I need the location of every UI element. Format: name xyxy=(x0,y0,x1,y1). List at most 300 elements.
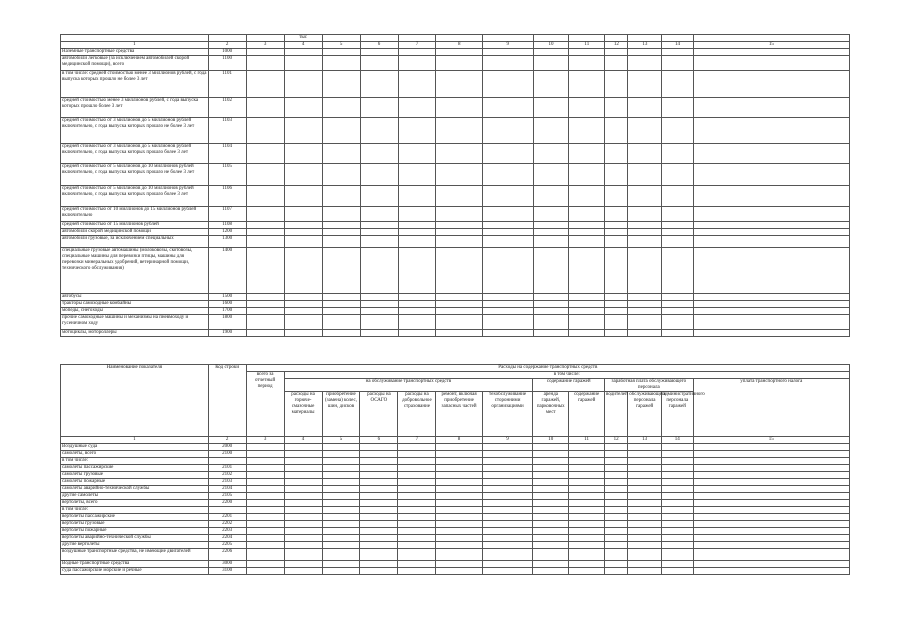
column-number: 6 xyxy=(360,437,398,444)
header-cell xyxy=(246,35,284,42)
data-cell xyxy=(693,186,849,207)
data-cell xyxy=(398,229,436,236)
data-cell xyxy=(322,561,360,568)
data-cell xyxy=(533,118,569,144)
data-cell xyxy=(533,568,569,575)
data-cell xyxy=(569,294,605,301)
data-cell xyxy=(661,514,693,521)
data-cell xyxy=(628,472,662,479)
data-cell xyxy=(246,542,284,549)
header-total: всего за отчетный период xyxy=(246,372,284,437)
data-cell xyxy=(398,507,436,514)
row-name: самолеты, всего xyxy=(61,451,209,458)
data-cell xyxy=(398,535,436,542)
data-cell xyxy=(398,71,436,98)
data-cell xyxy=(436,294,482,301)
data-cell xyxy=(605,315,628,330)
row-code: 2202 xyxy=(208,521,246,528)
data-cell xyxy=(628,229,662,236)
data-cell xyxy=(482,301,533,308)
data-cell xyxy=(661,507,693,514)
data-cell xyxy=(360,330,398,337)
column-number: 5 xyxy=(322,42,360,49)
data-cell xyxy=(482,451,533,458)
data-cell xyxy=(605,330,628,337)
row-code: 1101 xyxy=(208,71,246,98)
data-cell xyxy=(482,549,533,561)
data-cell xyxy=(662,207,694,222)
data-cell xyxy=(628,507,662,514)
data-cell xyxy=(569,549,605,561)
data-cell xyxy=(322,98,360,118)
data-cell xyxy=(605,528,628,535)
data-cell xyxy=(693,451,849,458)
data-cell xyxy=(482,444,533,451)
row-name: прочие самоходные машины и механизмы на пневмоходу и гусеничном ходу xyxy=(61,315,209,330)
data-cell xyxy=(436,472,482,479)
data-cell xyxy=(605,444,628,451)
data-cell xyxy=(436,500,482,507)
data-cell xyxy=(322,308,360,315)
data-cell xyxy=(533,521,569,528)
data-cell xyxy=(605,301,628,308)
data-cell xyxy=(482,71,533,98)
data-cell xyxy=(662,222,694,229)
data-cell xyxy=(569,207,605,222)
data-cell xyxy=(246,248,284,294)
data-cell xyxy=(246,500,284,507)
row-code: 2102 xyxy=(208,472,246,479)
data-cell xyxy=(628,118,662,144)
data-cell xyxy=(246,514,284,521)
data-cell xyxy=(482,465,533,472)
data-cell xyxy=(661,458,693,465)
data-cell xyxy=(662,248,694,294)
data-cell xyxy=(569,98,605,118)
data-cell xyxy=(360,507,398,514)
data-cell xyxy=(693,549,849,561)
data-cell xyxy=(628,98,662,118)
data-cell xyxy=(322,472,360,479)
data-cell xyxy=(284,444,322,451)
data-cell xyxy=(246,479,284,486)
data-cell xyxy=(693,479,849,486)
data-cell xyxy=(693,486,849,493)
data-cell xyxy=(246,451,284,458)
data-cell xyxy=(322,229,360,236)
data-cell xyxy=(482,118,533,144)
data-cell xyxy=(284,521,322,528)
data-cell xyxy=(605,507,628,514)
data-cell xyxy=(693,444,849,451)
data-cell xyxy=(533,56,569,71)
data-cell xyxy=(284,164,322,186)
data-cell xyxy=(569,535,605,542)
column-number: 4 xyxy=(284,42,322,49)
data-cell xyxy=(605,465,628,472)
data-cell xyxy=(605,56,628,71)
column-number: 2 xyxy=(208,437,246,444)
data-cell xyxy=(628,144,662,164)
row-name: Водные транспортные средства xyxy=(61,561,209,568)
header-cell xyxy=(662,35,694,42)
data-cell xyxy=(322,535,360,542)
data-cell xyxy=(482,514,533,521)
data-cell xyxy=(246,568,284,575)
data-cell xyxy=(533,144,569,164)
table-row xyxy=(61,444,850,451)
data-cell xyxy=(322,451,360,458)
data-cell xyxy=(628,222,662,229)
data-cell xyxy=(398,118,436,144)
table-row xyxy=(61,549,850,561)
table-row xyxy=(61,164,850,186)
column-number: 13 xyxy=(628,437,662,444)
data-cell xyxy=(436,49,482,56)
data-cell xyxy=(533,465,569,472)
table-row xyxy=(61,451,850,458)
header-sub: ремонт, включая приобретение запасных частей xyxy=(436,392,482,437)
data-cell xyxy=(436,308,482,315)
data-cell xyxy=(605,521,628,528)
data-cell xyxy=(398,568,436,575)
table-row xyxy=(61,528,850,535)
table-row xyxy=(61,507,850,514)
header-name: Наименование показателя xyxy=(61,365,209,437)
data-cell xyxy=(661,444,693,451)
row-code: 1103 xyxy=(208,118,246,144)
data-cell xyxy=(398,500,436,507)
data-cell xyxy=(322,521,360,528)
data-cell xyxy=(436,186,482,207)
data-cell xyxy=(436,98,482,118)
data-cell xyxy=(360,542,398,549)
data-cell xyxy=(628,561,662,568)
data-cell xyxy=(628,444,662,451)
data-cell xyxy=(246,229,284,236)
header-cell xyxy=(61,35,209,42)
data-cell xyxy=(569,514,605,521)
data-cell xyxy=(628,451,662,458)
header-service: на обслуживание транспортных средств xyxy=(284,379,533,392)
data-cell xyxy=(436,236,482,248)
data-cell xyxy=(533,528,569,535)
row-name: средней стоимостью от 15 миллионов рублей xyxy=(61,222,209,229)
data-cell xyxy=(246,535,284,542)
data-cell xyxy=(436,568,482,575)
data-cell xyxy=(360,514,398,521)
data-cell xyxy=(662,49,694,56)
data-cell xyxy=(284,294,322,301)
data-cell xyxy=(360,229,398,236)
data-cell xyxy=(398,186,436,207)
data-cell xyxy=(398,561,436,568)
column-number-row xyxy=(61,42,850,49)
data-cell xyxy=(533,71,569,98)
data-cell xyxy=(628,186,662,207)
data-cell xyxy=(569,568,605,575)
data-cell xyxy=(284,549,322,561)
data-cell xyxy=(661,568,693,575)
data-cell xyxy=(360,451,398,458)
data-cell xyxy=(605,535,628,542)
column-number: 2 xyxy=(208,42,246,49)
data-cell xyxy=(661,472,693,479)
data-cell xyxy=(661,493,693,500)
data-cell xyxy=(360,71,398,98)
data-cell xyxy=(628,49,662,56)
column-number: 13 xyxy=(628,42,662,49)
data-cell xyxy=(436,507,482,514)
header-sub: расходы на ОСАГО xyxy=(360,392,398,437)
table-row xyxy=(61,207,850,222)
data-cell xyxy=(284,472,322,479)
data-cell xyxy=(482,542,533,549)
data-cell xyxy=(482,493,533,500)
row-name: в том числе: xyxy=(61,458,209,465)
data-cell xyxy=(436,315,482,330)
header-sub: обслуживающего персонала гаражей xyxy=(628,392,662,437)
row-code: 2204 xyxy=(208,535,246,542)
table-row xyxy=(61,229,850,236)
data-cell xyxy=(605,542,628,549)
data-cell xyxy=(569,521,605,528)
data-cell xyxy=(284,118,322,144)
data-cell xyxy=(246,144,284,164)
data-cell xyxy=(398,164,436,186)
data-cell xyxy=(436,514,482,521)
row-name: Наземные транспортные средства xyxy=(61,49,209,56)
data-cell xyxy=(322,500,360,507)
data-cell xyxy=(628,549,662,561)
table-row xyxy=(61,486,850,493)
data-cell xyxy=(482,56,533,71)
header-cell: тыс xyxy=(284,35,322,42)
header-sub: расходы на горюче-смазочные материалы xyxy=(284,392,322,437)
data-cell xyxy=(482,222,533,229)
data-cell xyxy=(533,542,569,549)
data-cell xyxy=(569,118,605,144)
data-cell xyxy=(398,521,436,528)
row-code: 1102 xyxy=(208,98,246,118)
table-row xyxy=(61,479,850,486)
data-cell xyxy=(284,71,322,98)
data-cell xyxy=(662,229,694,236)
data-cell xyxy=(246,549,284,561)
data-cell xyxy=(693,315,849,330)
row-code: 2205 xyxy=(208,542,246,549)
data-cell xyxy=(246,528,284,535)
data-cell xyxy=(284,229,322,236)
data-cell xyxy=(533,507,569,514)
data-cell xyxy=(628,465,662,472)
data-cell xyxy=(482,561,533,568)
data-cell xyxy=(628,521,662,528)
data-cell xyxy=(628,479,662,486)
data-cell xyxy=(436,222,482,229)
table-row xyxy=(61,236,850,248)
data-cell xyxy=(246,207,284,222)
table-row xyxy=(61,568,850,575)
data-cell xyxy=(661,479,693,486)
data-cell xyxy=(284,514,322,521)
data-cell xyxy=(693,561,849,568)
row-code xyxy=(208,458,246,465)
table-row xyxy=(61,71,850,98)
table-row xyxy=(61,521,850,528)
data-cell xyxy=(482,315,533,330)
column-number: 9 xyxy=(482,42,533,49)
data-cell xyxy=(284,568,322,575)
data-cell xyxy=(360,561,398,568)
column-number: 14 xyxy=(661,437,693,444)
data-cell xyxy=(360,49,398,56)
data-cell xyxy=(284,500,322,507)
data-cell xyxy=(284,98,322,118)
column-number: 10 xyxy=(533,437,569,444)
data-cell xyxy=(360,458,398,465)
data-cell xyxy=(605,514,628,521)
table-row xyxy=(61,315,850,330)
header-cell xyxy=(605,35,628,42)
data-cell xyxy=(398,98,436,118)
data-cell xyxy=(322,479,360,486)
data-cell xyxy=(693,507,849,514)
data-cell xyxy=(569,301,605,308)
row-code: 1107 xyxy=(208,207,246,222)
data-cell xyxy=(693,222,849,229)
data-cell xyxy=(693,207,849,222)
data-cell xyxy=(482,207,533,222)
data-cell xyxy=(482,98,533,118)
data-cell xyxy=(436,444,482,451)
data-cell xyxy=(436,248,482,294)
data-cell xyxy=(661,521,693,528)
data-cell xyxy=(482,49,533,56)
column-number: 14 xyxy=(662,42,694,49)
data-cell xyxy=(284,493,322,500)
data-cell xyxy=(284,465,322,472)
data-cell xyxy=(605,98,628,118)
header-cell xyxy=(436,35,482,42)
data-cell xyxy=(693,56,849,71)
row-name: самолеты грузовые xyxy=(61,472,209,479)
row-name: другие самолеты xyxy=(61,493,209,500)
data-cell xyxy=(605,71,628,98)
data-cell xyxy=(284,301,322,308)
data-cell xyxy=(360,535,398,542)
data-cell xyxy=(246,458,284,465)
data-cell xyxy=(398,444,436,451)
data-cell xyxy=(693,164,849,186)
column-number: 6 xyxy=(360,42,398,49)
data-cell xyxy=(284,528,322,535)
data-cell xyxy=(322,330,360,337)
data-cell xyxy=(533,186,569,207)
data-cell xyxy=(360,118,398,144)
data-cell xyxy=(360,236,398,248)
data-cell xyxy=(533,549,569,561)
data-cell xyxy=(533,294,569,301)
header-expenses: Расходы на содержание транспортных средств xyxy=(246,365,849,372)
data-cell xyxy=(284,561,322,568)
data-cell xyxy=(533,451,569,458)
data-cell xyxy=(661,451,693,458)
row-code: 3000 xyxy=(208,561,246,568)
row-name: автомобили скорой медицинской помощи xyxy=(61,229,209,236)
data-cell xyxy=(693,49,849,56)
data-cell xyxy=(569,186,605,207)
data-cell xyxy=(322,549,360,561)
row-name: средней стоимостью от 5 миллионов до 10 миллионов рублей включительно, с года выпуска которых прошло не более 3 лет xyxy=(61,164,209,186)
data-cell xyxy=(569,493,605,500)
data-cell xyxy=(605,308,628,315)
header-cell xyxy=(533,35,569,42)
data-cell xyxy=(436,465,482,472)
data-cell xyxy=(246,236,284,248)
row-code: 2203 xyxy=(208,528,246,535)
data-cell xyxy=(360,472,398,479)
data-cell xyxy=(322,514,360,521)
data-cell xyxy=(436,493,482,500)
data-cell xyxy=(605,222,628,229)
data-cell xyxy=(322,164,360,186)
data-cell xyxy=(482,535,533,542)
data-cell xyxy=(533,222,569,229)
data-cell xyxy=(533,49,569,56)
data-cell xyxy=(398,451,436,458)
row-name: средней стоимостью от 5 миллионов до 10 миллионов рублей включительно, с года выпуска которых прошло более 3 лет xyxy=(61,186,209,207)
data-cell xyxy=(628,308,662,315)
header-sub: расходы на добровольное страхование xyxy=(398,392,436,437)
data-cell xyxy=(436,542,482,549)
data-cell xyxy=(322,248,360,294)
data-cell xyxy=(360,528,398,535)
data-cell xyxy=(246,71,284,98)
data-cell xyxy=(436,301,482,308)
row-code: 1800 xyxy=(208,315,246,330)
data-cell xyxy=(533,444,569,451)
data-cell xyxy=(284,248,322,294)
data-cell xyxy=(246,493,284,500)
data-cell xyxy=(693,118,849,144)
data-cell xyxy=(628,486,662,493)
table-row xyxy=(61,56,850,71)
table-row xyxy=(61,514,850,521)
data-cell xyxy=(482,528,533,535)
data-cell xyxy=(662,294,694,301)
data-cell xyxy=(628,493,662,500)
data-cell xyxy=(436,330,482,337)
data-cell xyxy=(360,315,398,330)
data-cell xyxy=(569,451,605,458)
data-cell xyxy=(322,507,360,514)
data-cell xyxy=(605,248,628,294)
data-cell xyxy=(569,164,605,186)
data-cell xyxy=(533,164,569,186)
data-cell xyxy=(284,56,322,71)
data-cell xyxy=(284,486,322,493)
data-cell xyxy=(398,56,436,71)
data-cell xyxy=(605,486,628,493)
data-cell xyxy=(360,294,398,301)
data-cell xyxy=(360,207,398,222)
data-cell xyxy=(284,308,322,315)
data-cell xyxy=(533,479,569,486)
data-cell xyxy=(360,222,398,229)
data-cell xyxy=(605,500,628,507)
data-cell xyxy=(284,207,322,222)
